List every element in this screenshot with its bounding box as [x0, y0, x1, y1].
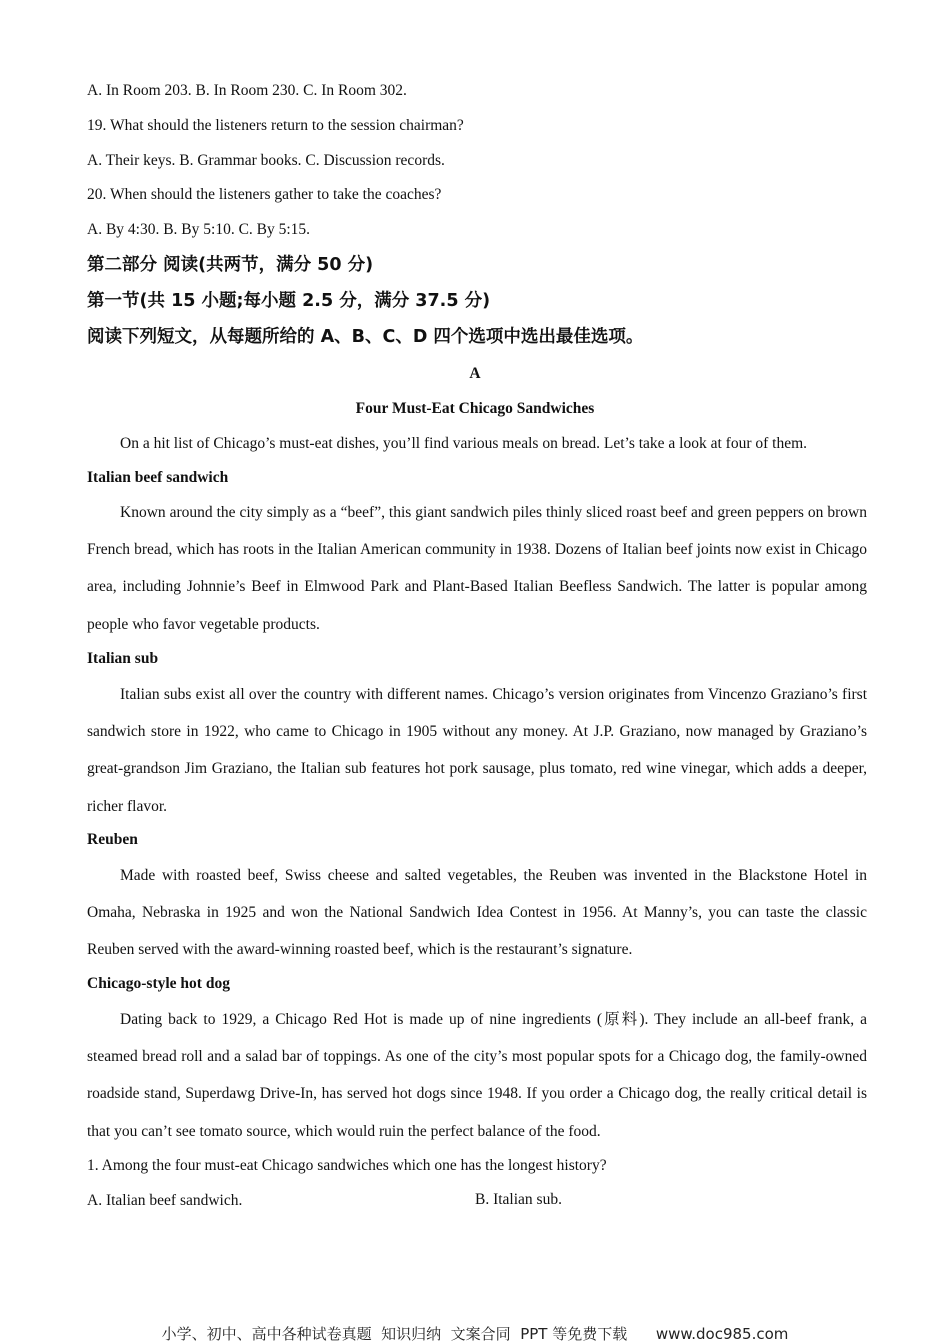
section-heading: Reuben — [87, 831, 138, 848]
q1-option-a: A. Italian beef sandwich. — [87, 1192, 243, 1209]
part-title: 第二部分 阅读(共两节，满分 50 分) — [87, 255, 374, 275]
section-body: Made with roasted beef, Swiss cheese and salted vegetables, the Reuben was invented in the Blackstone Hotel in Omaha, Nebraska in 1925 and won the National Sandwich Idea Contest in 1956. At Manny’s, you can taste the classic Reuben served with the award-winning roasted beef, which is the restaurant’s signature. — [87, 867, 867, 959]
section-heading: Italian sub — [87, 650, 159, 667]
page-footer: 小学、初中、高中各种试卷真题 知识归纳 文案合同 PPT 等免费下载 www.doc985.com — [161, 1325, 789, 1343]
section-body: Italian subs exist all over the country with different names. Chicago’s version originates from Vincenzo Graziano’s first sandwich store in 1922, who came to Chicago in 1905 without any money. At J.P. Graziano, now managed by Graziano’s great-grandson Jim Graziano, the Italian sub features hot pork sausage, plus tomato, red wine vinegar, which adds a deeper, richer flavor. — [87, 686, 867, 815]
section-body: Dating back to 1929, a Chicago Red Hot is made up of nine ingredients (原料). They include an all-beef frank, a steamed bread roll and a salad bar of toppings. As one of the city’s most popular spots for a Chicago dog, the family-owned roadside stand, Superdawg Drive-In, has served hot dogs since 1948. If you order a Chicago dog, the really critical detail is that you can’t see tomato source, which would ruin the perfect balance of the food. — [87, 1011, 867, 1140]
q19-question: 19. What should the listeners return to the session chairman? — [87, 117, 464, 134]
q18-options: A. In Room 203. B. In Room 230. C. In Room 302. — [87, 82, 407, 99]
q19-options: A. Their keys. B. Grammar books. C. Discussion records. — [87, 152, 445, 169]
question-1: 1. Among the four must-eat Chicago sandwiches which one has the longest history? — [87, 1157, 607, 1174]
q20-options: A. By 4:30. B. By 5:10. C. By 5:15. — [87, 221, 311, 238]
q1-option-b: B. Italian sub. — [475, 1191, 562, 1208]
reading-instruction: 阅读下列短文，从每题所给的 A、B、C、D 四个选项中选出最佳选项。 — [87, 327, 644, 347]
section-body: Known around the city simply as a “beef”, this giant sandwich piles thinly sliced roast beef and green peppers on brown French bread, which has roots in the Italian American community in 1938. Dozens of Italian beef joints now exist in Chicago area, including Johnnie’s Beef in Elmwood Park and Plant-Based Italian Beefless Sandwich. The latter is popular among people who favor vegetable products. — [87, 504, 867, 633]
passage-letter: A — [469, 365, 481, 382]
passage-intro: On a hit list of Chicago’s must-eat dishes, you’ll find various meals on bread. Let’s take a look at four of them. — [120, 435, 808, 452]
section-heading: Italian beef sandwich — [87, 469, 229, 486]
section-title: 第一节(共 15 小题;每小题 2.5 分，满分 37.5 分) — [87, 291, 491, 311]
section-heading: Chicago-style hot dog — [87, 975, 230, 992]
q20-question: 20. When should the listeners gather to take the coaches? — [87, 186, 442, 203]
passage-title: Four Must-Eat Chicago Sandwiches — [355, 400, 595, 417]
